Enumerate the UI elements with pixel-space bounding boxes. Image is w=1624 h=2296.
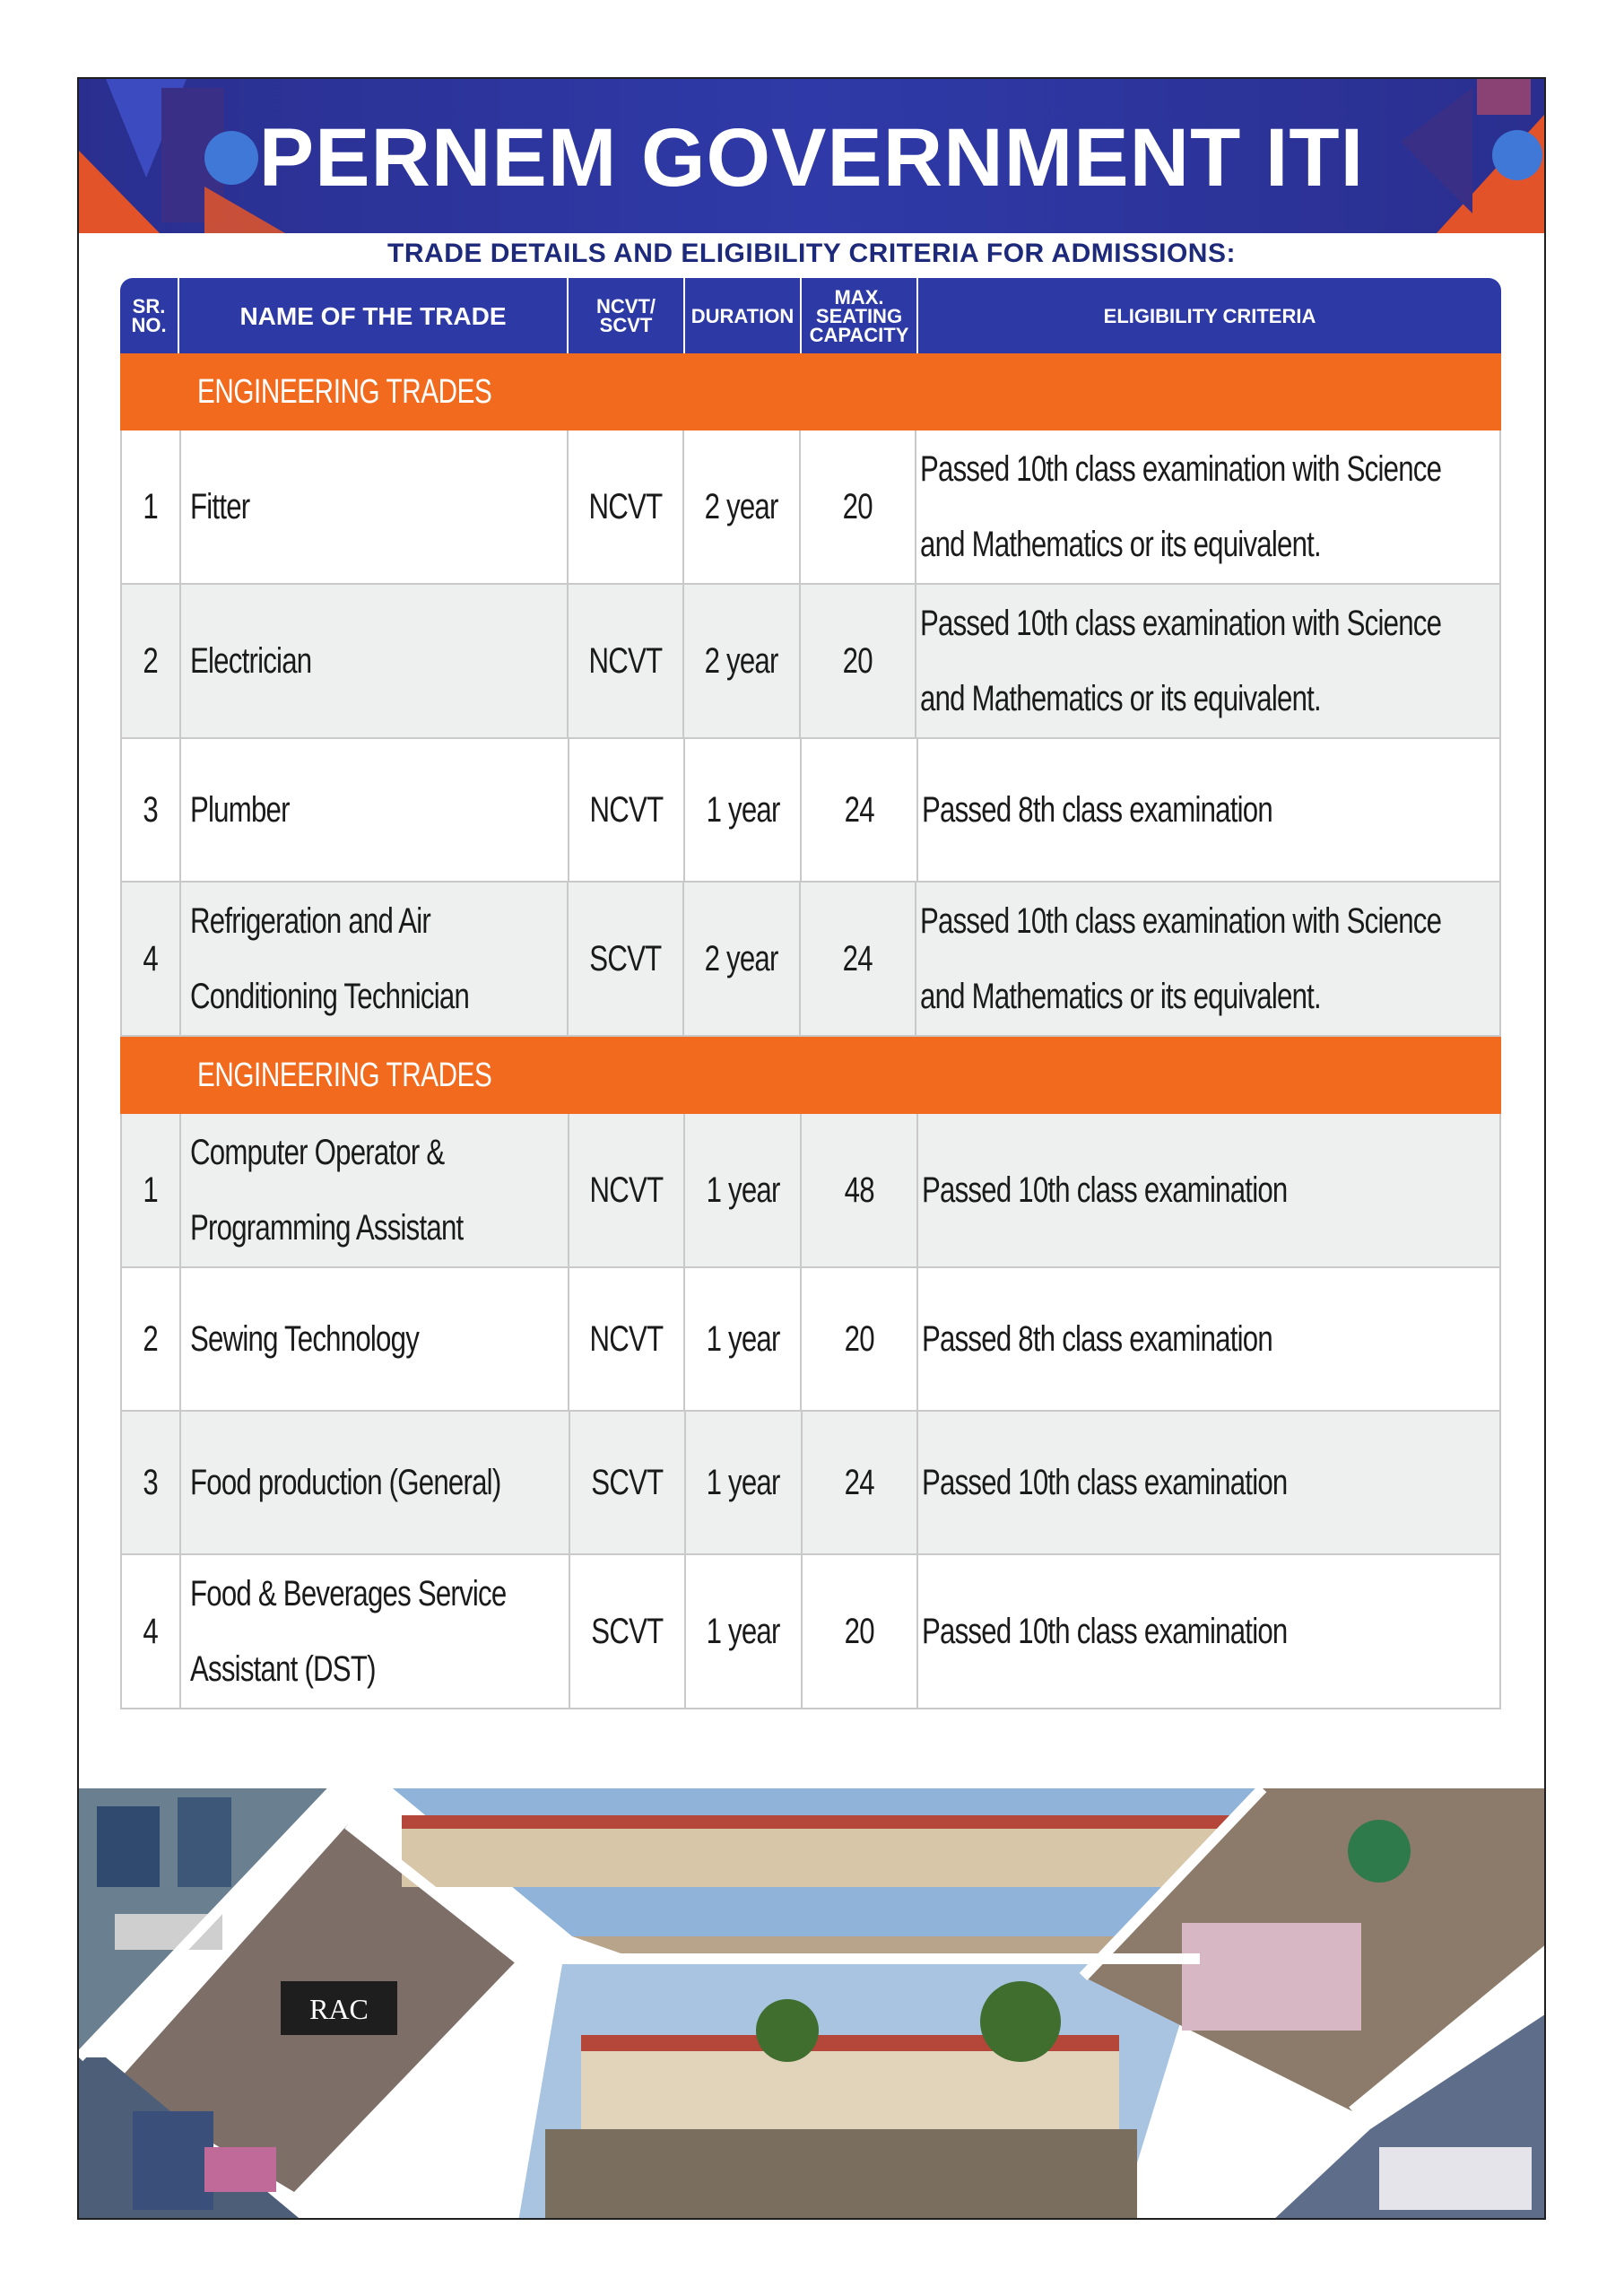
capacity-cell: 24 — [801, 883, 916, 1035]
trade-name-cell: Plumber — [181, 739, 569, 881]
section-heading: ENGINEERING TRADES — [120, 1037, 1501, 1114]
duration-cell: 2 year — [684, 585, 800, 737]
type-cell: SCVT — [570, 1555, 687, 1708]
subtitle: TRADE DETAILS AND ELIGIBILITY CRITERIA FOR ADMISSIONS: — [387, 239, 1236, 268]
duration-cell: 1 year — [686, 1555, 803, 1708]
duration-cell: 1 year — [685, 1268, 802, 1410]
capacity-cell: 48 — [802, 1114, 918, 1266]
header-eligibility: ELIGIBILITY CRITERIA — [1103, 304, 1316, 327]
duration-cell: 1 year — [686, 1412, 803, 1553]
type-cell: NCVT — [569, 585, 684, 737]
header-trade-name: NAME OF THE TRADE — [179, 278, 569, 353]
sr-cell: 1 — [122, 430, 181, 583]
type-cell: NCVT — [569, 430, 684, 583]
criteria-cell: Passed 10th class examination — [921, 1170, 1288, 1210]
table-row — [120, 1114, 1501, 1268]
sr-cell: 2 — [122, 1268, 181, 1410]
criteria-cell: Passed 10th class examination with Science and Mathematics or its equivalent. — [919, 449, 1442, 564]
type-cell: SCVT — [570, 1412, 687, 1553]
criteria-cell: Passed 10th class examination with Science and Mathematics or its equivalent. — [919, 604, 1442, 718]
capacity-cell: 20 — [801, 585, 916, 737]
capacity-cell: 24 — [803, 1412, 919, 1553]
header-sr-no: SR. NO. — [120, 278, 179, 353]
trade-name-cell: Food production (General) — [181, 1412, 570, 1553]
capacity-cell: 20 — [803, 1555, 919, 1708]
capacity-cell: 20 — [801, 430, 916, 583]
trade-name-cell: Food & Beverages Service Assistant (DST) — [181, 1555, 570, 1708]
sr-cell: 4 — [122, 1555, 181, 1708]
photo-collage — [79, 1788, 1544, 2220]
trade-name-cell: Refrigeration and Air Conditioning Technician — [181, 883, 569, 1035]
table-header — [120, 278, 1501, 353]
sr-cell: 4 — [122, 883, 181, 1035]
page-title: PERNEM GOVERNMENT ITI — [258, 112, 1365, 204]
type-cell: SCVT — [569, 883, 684, 1035]
duration-cell: 1 year — [685, 1114, 802, 1266]
type-cell: NCVT — [569, 1114, 686, 1266]
trade-name-cell: Computer Operator & Programming Assistant — [181, 1114, 569, 1266]
rac-sign-text: RAC — [309, 1993, 369, 2025]
header-capacity: MAX. SEATING CAPACITY — [802, 278, 918, 353]
sr-cell: 2 — [122, 585, 181, 737]
table-row — [120, 430, 1501, 585]
trade-name-cell: Electrician — [181, 585, 569, 737]
trade-table — [120, 278, 1501, 1709]
criteria-cell: Passed 10th class examination — [922, 1463, 1288, 1502]
table-row — [120, 1555, 1501, 1709]
table-row — [120, 1412, 1501, 1555]
table-row — [120, 1268, 1501, 1412]
header-banner — [79, 79, 1544, 233]
sr-cell: 3 — [122, 1412, 181, 1553]
duration-cell: 2 year — [684, 883, 800, 1035]
criteria-cell: Passed 8th class examination — [921, 790, 1272, 830]
table-row — [120, 883, 1501, 1037]
criteria-cell: Passed 10th class examination — [922, 1612, 1288, 1651]
duration-cell: 1 year — [685, 739, 802, 881]
collage-graphic — [79, 1788, 1544, 2220]
header-ncvt-scvt: NCVT/ SCVT — [569, 278, 685, 353]
duration-cell: 2 year — [684, 430, 800, 583]
header-duration: DURATION — [685, 278, 802, 353]
sr-cell: 1 — [122, 1114, 181, 1266]
capacity-cell: 20 — [802, 1268, 918, 1410]
sr-cell: 3 — [122, 739, 181, 881]
trade-name-cell: Fitter — [181, 430, 569, 583]
criteria-cell: Passed 10th class examination with Science and Mathematics or its equivalent. — [919, 901, 1442, 1016]
poster — [77, 77, 1546, 2220]
type-cell: NCVT — [569, 1268, 686, 1410]
trade-name-cell: Sewing Technology — [181, 1268, 569, 1410]
capacity-cell: 24 — [802, 739, 918, 881]
section-heading: ENGINEERING TRADES — [120, 353, 1501, 430]
type-cell: NCVT — [569, 739, 686, 881]
criteria-cell: Passed 8th class examination — [921, 1319, 1272, 1359]
table-row — [120, 739, 1501, 883]
table-row — [120, 585, 1501, 739]
